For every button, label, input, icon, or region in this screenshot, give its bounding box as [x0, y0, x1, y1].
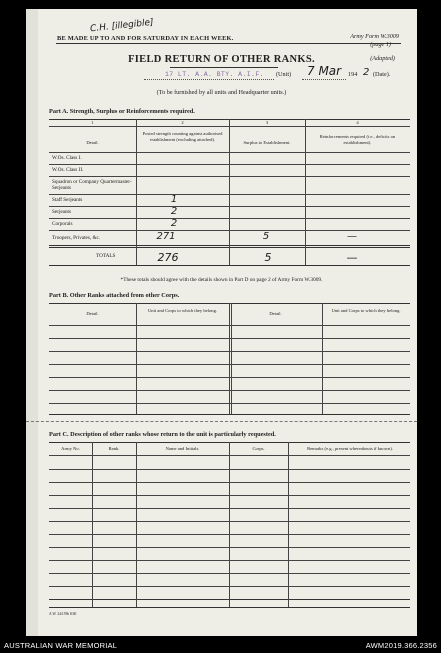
col-divider: [136, 442, 137, 607]
total-surplus: 5: [264, 251, 272, 264]
form-name: Army Form W.3009: [350, 33, 399, 40]
row-detail-staff-serjeants: Staff Serjeants: [52, 197, 83, 203]
total-reinforcements: —: [346, 251, 358, 264]
col-header-reinforcements: Reinforcements required (i.e., deficits on establishment).: [319, 134, 396, 145]
printer-reference: A.W. 244 59b 8/40: [49, 612, 77, 616]
col-number-3: 3: [265, 120, 269, 125]
page-fold-shadow: [26, 9, 38, 636]
posted-staff-serjeants: 1: [170, 194, 178, 205]
col-header-detail: Detail.: [86, 140, 99, 145]
col-header-posted: Posted strength counting against authorised establishment (excluding attached).: [142, 131, 223, 142]
reinforcements-troopers: —: [347, 231, 357, 242]
unit-dotted-line: [144, 79, 274, 80]
form-page: [26, 9, 417, 636]
row-detail-wo1: W.Os. Class I.: [52, 155, 82, 161]
posted-troopers: 271: [156, 231, 176, 242]
date-handwriting: 7 Mar: [307, 64, 342, 78]
col-divider: [136, 119, 137, 265]
unit-stamp: 17 LT. A.A. BTY. A.I.F.: [165, 71, 264, 78]
col-divider: [229, 119, 230, 265]
row-detail-wo2: W.Os. Class II.: [52, 167, 84, 173]
part-b-header-unit-2: Unit and Corps to which they belong.: [331, 308, 401, 313]
row-detail-cqms: Squadron or Company Quartermaster-Serjeants: [52, 179, 132, 191]
archive-caption-right: AWM2019.366.2356: [365, 641, 437, 650]
part-b-header-unit-1: Unit and Corps to which they belong.: [147, 308, 218, 313]
col-divider: [231, 303, 232, 414]
date-label: (Date).: [373, 71, 391, 78]
row-detail-troopers: Troopers, Privates, &c.: [52, 235, 101, 241]
col-divider: [322, 303, 323, 414]
form-adapted: (Adapted): [370, 55, 395, 62]
col-number-2: 2: [181, 120, 184, 125]
part-b-header-detail-2: Detail.: [269, 311, 282, 316]
posted-serjeants: 2: [170, 206, 178, 217]
part-c-bottom-rule: [49, 607, 410, 608]
col-divider: [92, 442, 93, 607]
header-handwriting: C.H. [illegible]: [89, 17, 155, 35]
col-divider: [305, 119, 306, 265]
part-c-header-rank: Rank.: [108, 446, 120, 451]
total-posted: 276: [157, 251, 179, 264]
col-divider: [229, 303, 230, 414]
part-c-title: Part C. Description of other ranks whose return to the unit is particularly requested.: [49, 431, 276, 438]
part-c-header-army-no: Army No.: [61, 446, 80, 451]
col-divider: [136, 303, 137, 414]
col-divider: [288, 442, 289, 607]
totals-footnote: *These totals should agree with the details shown in Part D on page 2 of Army Form W.3009.: [120, 277, 323, 283]
col-number-4: 4: [356, 120, 359, 125]
surplus-troopers: 5: [262, 231, 270, 242]
part-b-bottom-rule: [49, 414, 410, 415]
part-a-title: Part A. Strength, Surplus or Reinforcements required.: [49, 108, 195, 115]
part-b-header-detail-1: Detail.: [86, 311, 99, 316]
col-divider: [229, 442, 230, 607]
form-header-instruction: BE MADE UP TO AND FOR SATURDAY IN EACH WEEK.: [57, 35, 234, 42]
form-title: FIELD RETURN OF OTHER RANKS.: [128, 54, 315, 65]
row-detail-serjeants: Serjeants: [52, 209, 72, 215]
form-instruction: (To be furnished by all units and Headquarter units.): [156, 89, 287, 96]
col-number-1: 1: [91, 120, 94, 125]
archive-caption-left: AUSTRALIAN WAR MEMORIAL: [4, 641, 118, 650]
part-c-header-name: Name and Initials.: [165, 446, 200, 451]
date-dotted-line: [302, 79, 346, 80]
form-page-number: (page 1): [370, 41, 391, 48]
perforation-line: [26, 421, 417, 422]
posted-corporals: 2: [170, 218, 178, 229]
year-handwriting: 2: [363, 67, 370, 78]
title-underline: [170, 67, 278, 68]
year-prefix: 194: [348, 71, 358, 78]
unit-label: (Unit): [276, 71, 292, 78]
row-detail-corporals: Corporals: [52, 221, 73, 227]
totals-bottom-rule: [49, 265, 410, 266]
part-b-title: Part B. Other Ranks attached from other Corps.: [49, 292, 180, 299]
col-header-surplus: Surplus to Establishment.: [243, 140, 291, 145]
part-c-header-corps: Corps.: [252, 446, 265, 451]
totals-label: TOTALS: [96, 253, 116, 259]
part-c-header-remarks: Remarks (e.g., present whereabouts if known).: [307, 446, 393, 451]
